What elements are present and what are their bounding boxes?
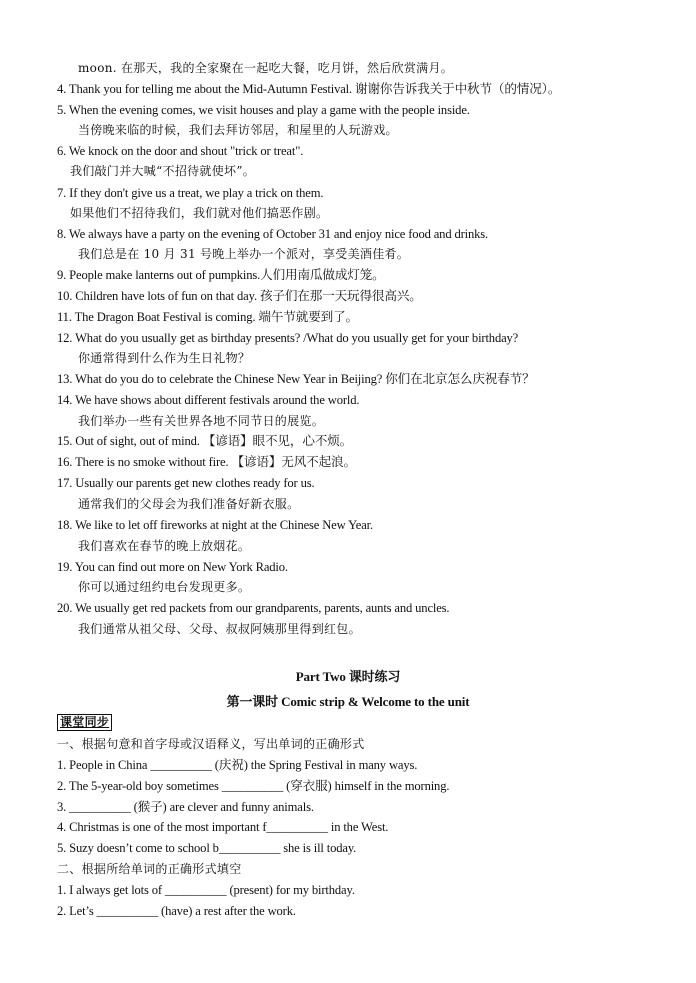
sentence-6-translation: 我们敲门并大喊“不招待就使坏”。 [70,164,256,178]
exercise-2-item-1: 1. I always get lots of __________ (present) for my birthday. [57,883,355,897]
sentence-13: 13. What do you do to celebrate the Chinese New Year in Beijing? 你们在北京怎么庆祝春节？ [57,372,535,386]
exercise-1-item-4: 4. Christmas is one of the most important f__________ in the West. [57,820,389,834]
sentence-17: 17. Usually our parents get new clothes ready for us. [57,476,315,490]
sentence-5-translation: 当傍晚来临的时候，我们去拜访邻居，和屋里的人玩游戏。 [78,123,398,137]
sentence-17-translation: 通常我们的父母会为我们准备好新衣服。 [78,497,300,511]
sentence-7-translation: 如果他们不招待我们，我们就对他们搞恶作剧。 [70,206,329,220]
sentence-18-translation: 我们喜欢在春节的晚上放烟花。 [78,539,251,553]
section-tag: 课堂同步 [57,714,112,731]
sentence-20-translation: 我们通常从祖父母、父母、叔叔阿姨那里得到红包。 [78,622,361,636]
sentence-11: 11. The Dragon Boat Festival is coming. 端午节就要到了。 [57,310,358,324]
exercise-2-item-2: 2. Let’s __________ (have) a rest after the work. [57,904,296,918]
sentence-3-continuation: moon. 在那天，我的全家聚在一起吃大餐，吃月饼，然后欣赏满月。 [78,61,454,75]
exercise-1-item-5: 5. Suzy doesn’t come to school b__________ she is ill today. [57,841,357,855]
section-tag-wrapper [57,714,112,731]
sentence-20: 20. We usually get red packets from our grandparents, parents, aunts and uncles. [57,601,450,615]
sentence-8-translation: 我们总是在 10 月 31 号晚上举办一个派对，享受美酒佳肴。 [78,247,410,261]
part-two-title: Part Two 课时练习 [295,669,401,684]
sentence-9: 9. People make lanterns out of pumpkins.人们用南瓜做成灯笼。 [57,268,385,282]
exercise-1-item-3: 3. __________ (猴子) are clever and funny animals. [57,800,314,814]
sentence-10: 10. Children have lots of fun on that day. 孩子们在那一天玩得很高兴。 [57,289,422,303]
sentence-19: 19. You can find out more on New York Radio. [57,560,288,574]
sentence-14-translation: 我们举办一些有关世界各地不同节日的展览。 [78,414,325,428]
exercise-2-heading: 二、根据所给单词的正确形式填空 [57,862,242,876]
sentence-18: 18. We like to let off fireworks at night at the Chinese New Year. [57,518,373,532]
sentence-14: 14. We have shows about different festivals around the world. [57,393,360,407]
exercise-1-heading: 一、根据句意和首字母或汉语释义，写出单词的正确形式 [57,737,365,751]
exercise-1-item-1: 1. People in China __________ (庆祝) the Spring Festival in many ways. [57,758,418,772]
sentence-7: 7. If they don't give us a treat, we play a trick on them. [57,186,324,200]
sentence-4: 4. Thank you for telling me about the Mid-Autumn Festival. 谢谢你告诉我关于中秋节（的情况）。 [57,82,561,96]
sentence-5: 5. When the evening comes, we visit houses and play a game with the people inside. [57,103,470,117]
sentence-15: 15. Out of sight, out of mind. 【谚语】眼不见，心不烦。 [57,434,353,448]
sentence-12-translation: 你通常得到什么作为生日礼物？ [78,351,251,365]
lesson-title: 第一课时 Comic strip & Welcome to the unit [226,694,470,709]
sentence-12: 12. What do you usually get as birthday presents? /What do you usually get for your birthday? [57,331,519,345]
exercise-1-item-2: 2. The 5-year-old boy sometimes __________ (穿衣服) himself in the morning. [57,779,450,793]
sentence-16: 16. There is no smoke without fire. 【谚语】无风不起浪。 [57,455,356,469]
sentence-19-translation: 你可以通过纽约电台发现更多。 [78,580,251,594]
sentence-8: 8. We always have a party on the evening of October 31 and enjoy nice food and drinks. [57,227,489,241]
sentence-6: 6. We knock on the door and shout "trick or treat". [57,144,304,158]
